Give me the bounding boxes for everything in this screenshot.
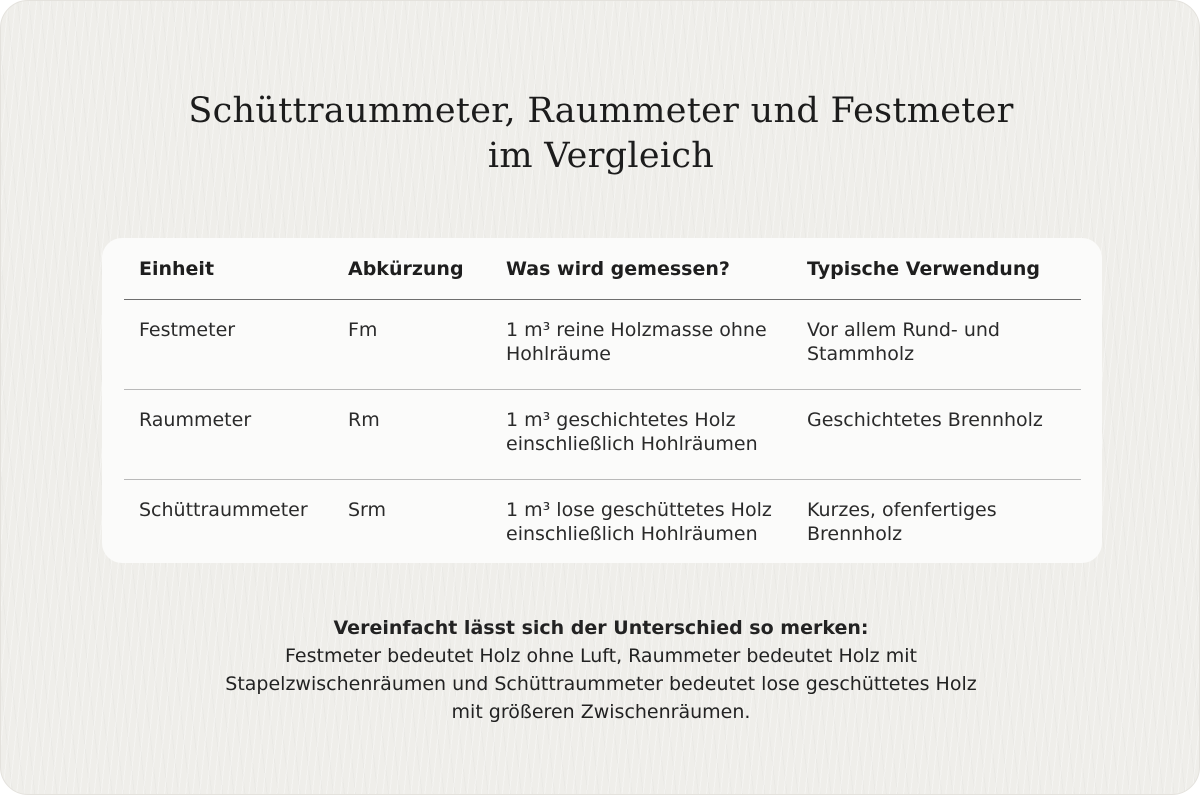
table-row: [124, 300, 1081, 390]
cell-abbreviation: Rm: [333, 390, 491, 480]
header-gemessen: Was wird gemessen?: [491, 238, 792, 300]
cell-usage: Kurzes, ofenfertiges Brennholz: [807, 499, 997, 545]
cell-unit: Raummeter: [124, 390, 333, 480]
table-header-row: [124, 238, 1081, 300]
cell-measured: 1 m³ reine Holzmasse ohne Hohlräume: [491, 300, 792, 390]
header-verwendung: Typische Verwendung: [792, 238, 1081, 300]
comparison-card: [102, 238, 1102, 563]
cell-measured: 1 m³ lose geschüttetes Holz einschließlich Hohlräumen: [506, 499, 772, 545]
cell-unit: Schüttraummeter: [139, 499, 308, 521]
cell-abbreviation: Fm: [333, 300, 491, 390]
cell-usage: Geschichtetes Brennholz: [792, 390, 1081, 480]
table-row: [124, 390, 1081, 480]
cell-measured: 1 m³ geschichtetes Holz einschließlich Hohlräumen: [491, 390, 792, 480]
table-row: [124, 480, 1081, 570]
header-einheit: Einheit: [124, 238, 333, 300]
summary-line: Festmeter bedeutet Holz ohne Luft, Raummeter bedeutet Holz mit: [285, 645, 917, 667]
summary-note: [1, 614, 1200, 726]
page-title: [1, 89, 1200, 179]
cell-abbreviation: Srm: [348, 499, 387, 521]
header-abkuerzung: Abkürzung: [333, 238, 491, 300]
cell-usage: Vor allem Rund- und Stammholz: [792, 300, 1081, 390]
summary-line: Stapelzwischenräumen und Schüttraummeter bedeutet lose geschüttetes Holz: [225, 673, 977, 695]
title-line-2: im Vergleich: [487, 136, 715, 176]
summary-heading: Vereinfacht lässt sich der Unterschied so merken:: [333, 617, 869, 639]
title-line-1: Schüttraummeter, Raummeter und Festmeter: [188, 91, 1014, 131]
summary-line: mit größeren Zwischenräumen.: [451, 701, 751, 723]
cell-unit: Festmeter: [124, 300, 333, 390]
comparison-table: [124, 238, 1081, 569]
